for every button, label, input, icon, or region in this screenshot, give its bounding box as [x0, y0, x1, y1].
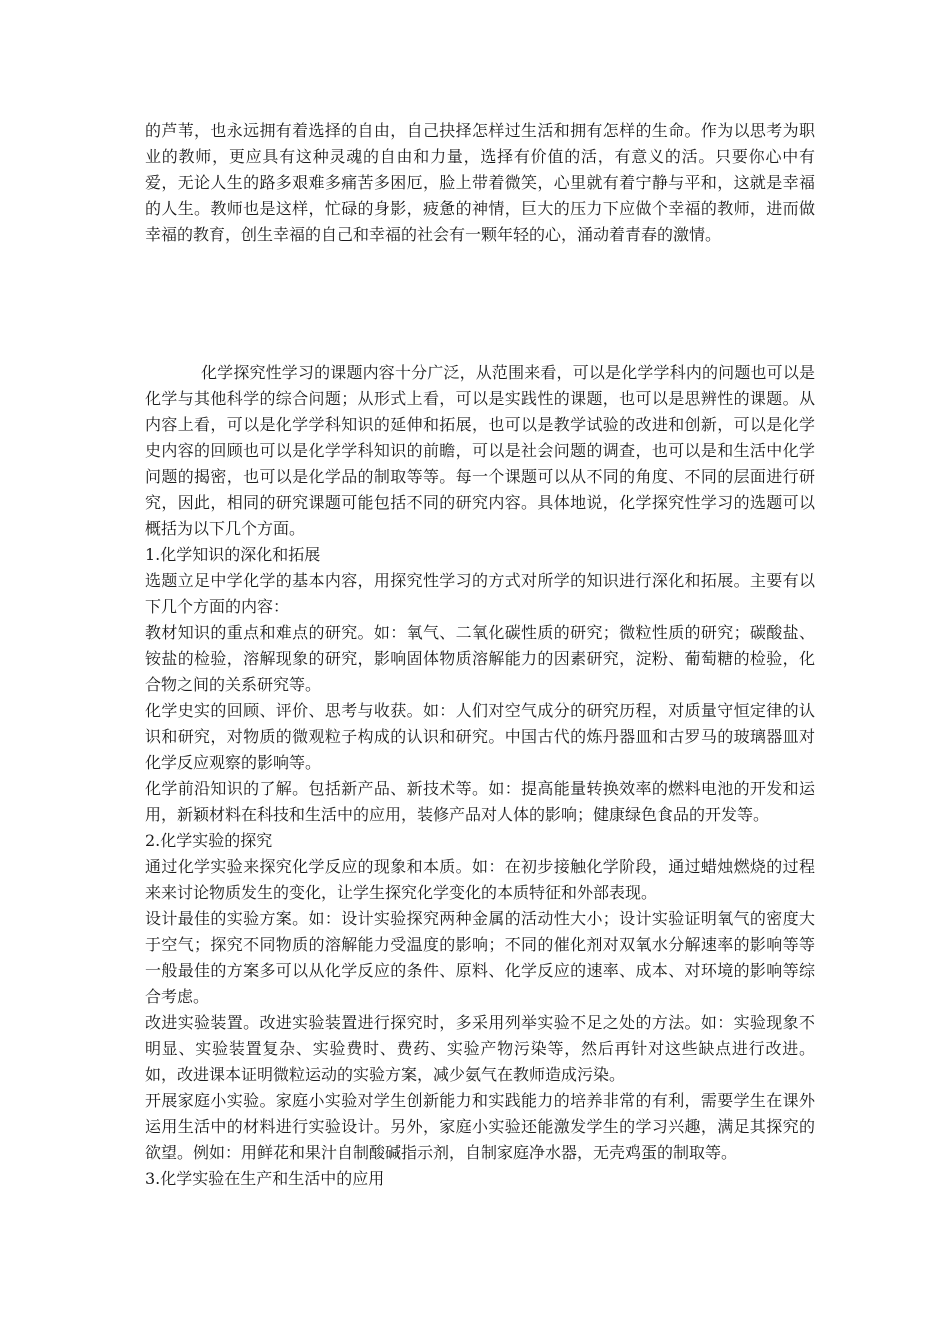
section-2-paragraph-2: 设计最佳的实验方案。如：设计实验探究两种金属的活动性大小；设计实验证明氧气的密度大于空气；探究不同物质的溶解能力受温度的影响；不同的催化剂对双氧水分解速率的影响等等一般最佳的方案多可以从化学反应的条件、原料、化学反应的速率、成本、对环境的影响等综合考虑。 [145, 909, 815, 1006]
top-paragraph: 的芦苇，也永远拥有着选择的自由，自己抉择怎样过生活和拥有怎样的生命。作为以思考为职业的教师，更应具有这种灵魂的自由和力量，选择有价值的活，有意义的活。只要你心中有爱，无论人生的路多艰难多痛苦多困厄，脸上带着微笑，心里就有着宁静与平和，这就是幸福的人生。教师也是这样，忙碌的身影，疲惫的神情，巨大的压力下应做个幸福的教师，进而做幸福的教育，创生幸福的自己和幸福的社会有一颗年轻的心，涌动着青春的激情。 [145, 121, 815, 244]
section-1-paragraph-1: 选题立足中学化学的基本内容，用探究性学习的方式对所学的知识进行深化和拓展。主要有以下几个方面的内容： [145, 571, 815, 616]
section-2-heading: 2.化学实验的探究 [145, 831, 273, 850]
section-3-heading: 3.化学实验在生产和生活中的应用 [145, 1169, 385, 1188]
section-1-paragraph-2: 教材知识的重点和难点的研究。如：氧气、二氧化碳性质的研究；微粒性质的研究；碳酸盐、铵盐的检验，溶解现象的研究，影响固体物质溶解能力的因素研究，淀粉、葡萄糖的检验，化合物之间的关系研究等。 [145, 623, 815, 694]
section-2-paragraph-4: 开展家庭小实验。家庭小实验对学生创新能力和实践能力的培养非常的有利，需要学生在课外运用生活中的材料进行实验设计。另外，家庭小实验还能激发学生的学习兴趣，满足其探究的欲望。例如：用鲜花和果汁自制酸碱指示剂，自制家庭净水器，无壳鸡蛋的制取等。 [145, 1091, 815, 1162]
section-gap [145, 248, 815, 360]
section-2-paragraph-3: 改进实验装置。改进实验装置进行探究时，多采用列举实验不足之处的方法。如：实验现象不明显、实验装置复杂、实验费时、费药、实验产物污染等，然后再针对这些缺点进行改进。如，改进课本证明微粒运动的实验方案，减少氨气在教师造成污染。 [145, 1013, 815, 1084]
section-2-paragraph-1: 通过化学实验来探究化学反应的现象和本质。如：在初步接触化学阶段，通过蜡烛燃烧的过程来来讨论物质发生的变化，让学生探究化学变化的本质特征和外部表现。 [145, 857, 815, 902]
document-page [145, 118, 815, 1192]
section-1-paragraph-4: 化学前沿知识的了解。包括新产品、新技术等。如：提高能量转换效率的燃料电池的开发和运用，新颖材料在科技和生活中的应用，装修产品对人体的影响；健康绿色食品的开发等。 [145, 779, 815, 824]
intro-paragraph: 化学探究性学习的课题内容十分广泛，从范围来看，可以是化学学科内的问题也可以是化学与其他科学的综合问题；从形式上看，可以是实践性的课题，也可以是思辨性的课题。从内容上看，可以是化学学科知识的延伸和拓展，也可以是教学试验的改进和创新，可以是化学史内容的回顾也可以是化学学科知识的前瞻，可以是社会问题的调查，也可以是和生活中化学问题的揭密，也可以是化学品的制取等等。每一个课题可以从不同的角度、不同的层面进行研究，因此，相同的研究课题可能包括不同的研究内容。具体地说，化学探究性学习的选题可以概括为以下几个方面。 [145, 363, 815, 538]
section-1-heading: 1.化学知识的深化和拓展 [145, 545, 321, 564]
section-1-paragraph-3: 化学史实的回顾、评价、思考与收获。如：人们对空气成分的研究历程，对质量守恒定律的认识和研究，对物质的微观粒子构成的认识和研究。中国古代的炼丹器皿和古罗马的玻璃器皿对化学反应观察的影响等。 [145, 701, 815, 772]
